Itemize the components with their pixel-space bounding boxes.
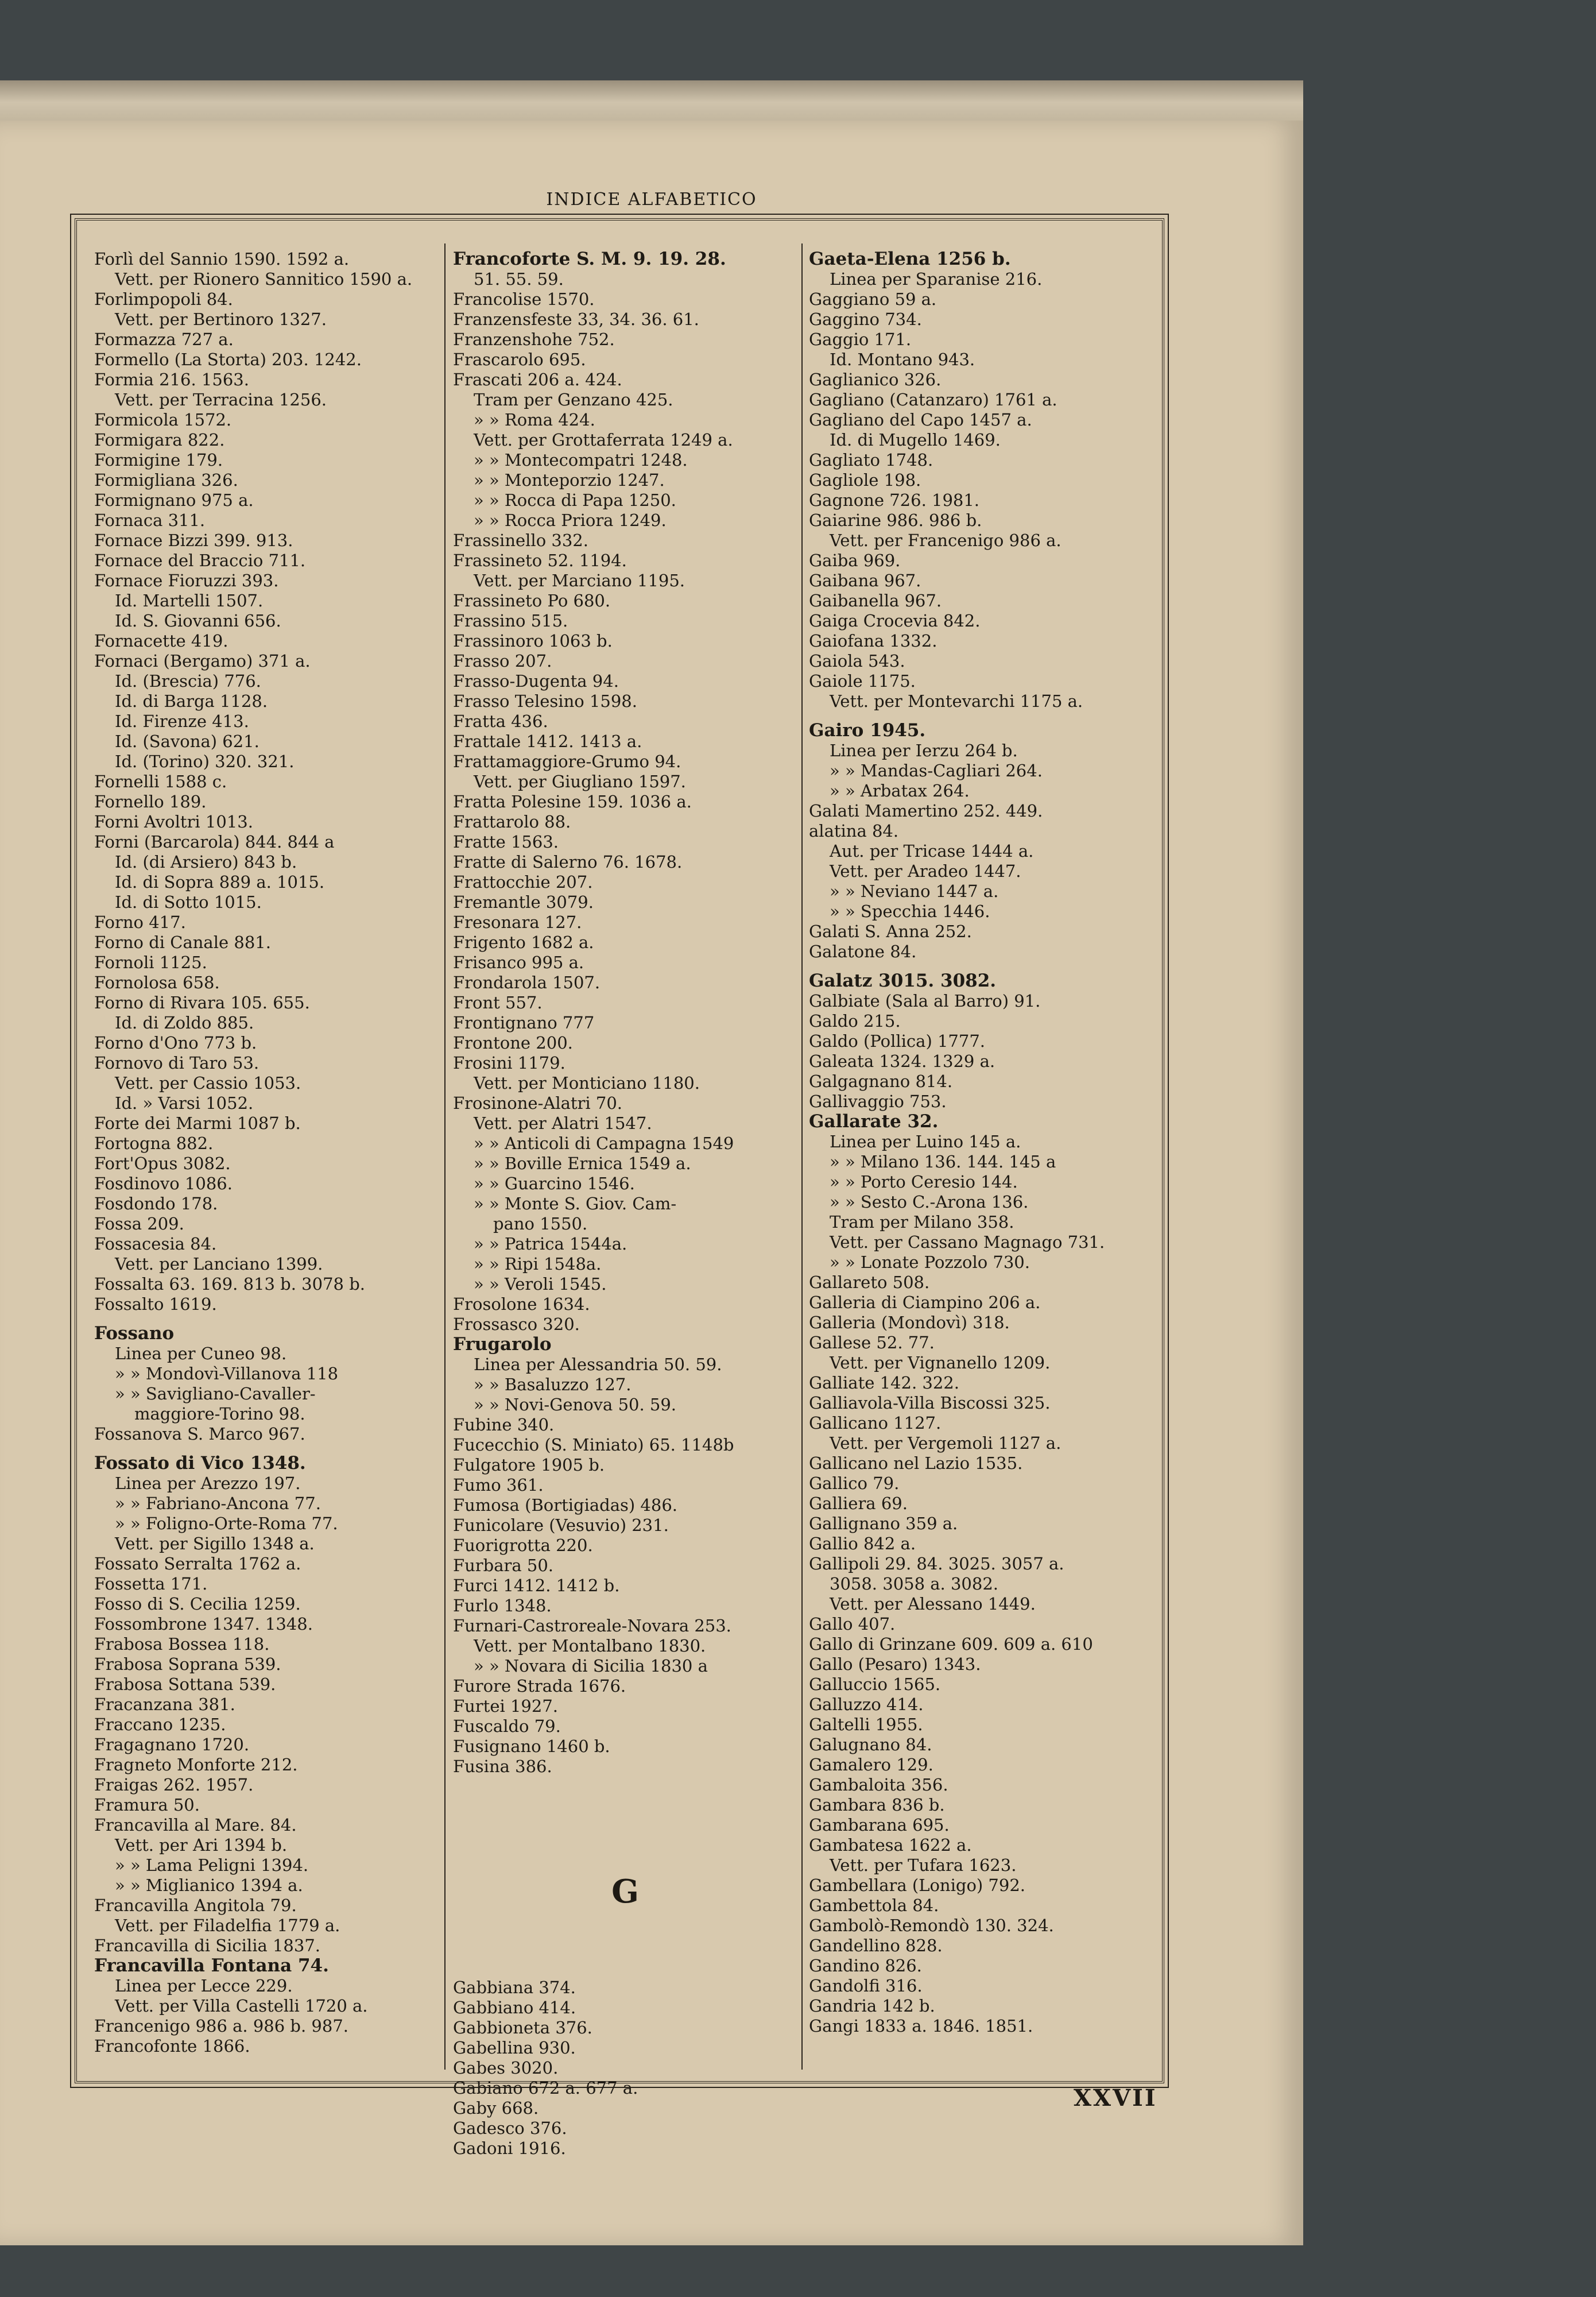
index-entry: Gallignano 359 a. xyxy=(809,1514,958,1533)
index-entry: Funicolare (Vesuvio) 231. xyxy=(453,1515,669,1535)
index-entry: » » Miglianico 1394 a. xyxy=(115,1876,303,1895)
index-entry: Fornace Bizzi 399. 913. xyxy=(94,531,293,550)
index-entry: Vett. per Cassio 1053. xyxy=(115,1073,301,1093)
index-entry: » » Monteporzio 1247. xyxy=(474,470,665,490)
index-entry: Fratte 1563. xyxy=(453,832,559,852)
index-entry: Id. » Varsi 1052. xyxy=(115,1093,254,1113)
index-entry: Gallo (Pesaro) 1343. xyxy=(809,1654,981,1674)
index-entry: Frassino 515. xyxy=(453,611,568,631)
index-entry: Id. (di Arsiero) 843 b. xyxy=(115,852,297,872)
index-entry: Galatz 3015. 3082. xyxy=(809,970,997,991)
index-entry: » » Rocca Priora 1249. xyxy=(474,511,667,530)
index-entry: Fossano xyxy=(94,1323,175,1344)
index-entry: Linea per Alessandria 50. 59. xyxy=(474,1355,722,1374)
index-entry: Gabiano 672 a. 677 a. xyxy=(453,2078,638,2098)
index-entry: Galliavola-Villa Biscossi 325. xyxy=(809,1393,1051,1413)
index-entry: Fucecchio (S. Miniato) 65. 1148b xyxy=(453,1435,734,1455)
index-entry: Gabellina 930. xyxy=(453,2038,576,2058)
index-entry: Gallivaggio 753. xyxy=(809,1092,947,1111)
index-entry: Gaibana 967. xyxy=(809,571,921,590)
index-entry: Frattarolo 88. xyxy=(453,812,571,832)
index-entry: Fornacette 419. xyxy=(94,631,228,651)
index-entry: Fossanova S. Marco 967. xyxy=(94,1424,305,1444)
index-entry: Galliate 142. 322. xyxy=(809,1373,959,1393)
column-divider xyxy=(801,243,803,2070)
index-entry: Fratta Polesine 159. 1036 a. xyxy=(453,792,692,811)
index-entry: Gandino 826. xyxy=(809,1956,922,1975)
index-entry: Tram per Milano 358. xyxy=(830,1212,1014,1232)
index-entry: Frascarolo 695. xyxy=(453,350,586,369)
index-entry: » » Ripi 1548a. xyxy=(474,1254,602,1274)
index-entry: » » Foligno-Orte-Roma 77. xyxy=(115,1514,338,1533)
index-entry: Fumosa (Bortigiadas) 486. xyxy=(453,1495,677,1515)
index-entry: Galdo 215. xyxy=(809,1011,901,1031)
index-entry: Frosolone 1634. xyxy=(453,1294,590,1314)
index-entry: Fusignano 1460 b. xyxy=(453,1737,610,1756)
index-entry: Furlo 1348. xyxy=(453,1596,552,1615)
index-entry: Galbiate (Sala al Barro) 91. xyxy=(809,991,1041,1011)
index-entry: Gallipoli 29. 84. 3025. 3057 a. xyxy=(809,1554,1064,1573)
index-entry: Aut. per Tricase 1444 a. xyxy=(830,841,1034,861)
index-entry: Tram per Genzano 425. xyxy=(474,390,673,409)
index-entry: Id. di Zoldo 885. xyxy=(115,1013,254,1033)
index-entry: Fossato di Vico 1348. xyxy=(94,1453,306,1474)
index-entry: Gambarana 695. xyxy=(809,1815,950,1835)
index-entry: Gabbioneta 376. xyxy=(453,2018,592,2037)
index-entry: Formazza 727 a. xyxy=(94,330,234,349)
index-entry: Id. (Brescia) 776. xyxy=(115,671,261,691)
index-entry: Frabosa Soprana 539. xyxy=(94,1654,281,1674)
index-entry: Fossalta 63. 169. 813 b. 3078 b. xyxy=(94,1274,365,1294)
index-entry: » » Porto Ceresio 144. xyxy=(830,1172,1018,1192)
index-entry: Gaiofana 1332. xyxy=(809,631,938,651)
index-entry: Fortogna 882. xyxy=(94,1134,214,1153)
index-entry: Gagnone 726. 1981. xyxy=(809,490,980,510)
index-entry: » » Specchia 1446. xyxy=(830,902,990,921)
index-entry: Frassinoro 1063 b. xyxy=(453,631,613,651)
index-entry: Formignano 975 a. xyxy=(94,490,254,510)
index-entry: Linea per Luino 145 a. xyxy=(830,1132,1021,1151)
index-entry: » » Lama Peligni 1394. xyxy=(115,1855,309,1875)
index-entry: Frossasco 320. xyxy=(453,1314,580,1334)
index-entry: Vett. per Vignanello 1209. xyxy=(830,1353,1051,1372)
index-entry: Id. Martelli 1507. xyxy=(115,591,264,610)
index-entry: Id. S. Giovanni 656. xyxy=(115,611,281,631)
index-entry: Vett. per Vergemoli 1127 a. xyxy=(830,1433,1062,1453)
index-entry: Gagliole 198. xyxy=(809,470,921,490)
index-entry: » » Neviano 1447 a. xyxy=(830,881,999,901)
index-entry: Vett. per Montevarchi 1175 a. xyxy=(830,691,1083,711)
index-entry: Gabes 3020. xyxy=(453,2058,559,2078)
index-entry: Linea per Ierzu 264 b. xyxy=(830,741,1018,760)
index-entry: pano 1550. xyxy=(493,1214,588,1233)
index-entry: » » Basaluzzo 127. xyxy=(474,1375,632,1394)
index-entry: Fubine 340. xyxy=(453,1415,555,1434)
index-entry: Gadoni 1916. xyxy=(453,2139,566,2158)
index-entry: Frisanco 995 a. xyxy=(453,953,584,972)
index-entry: » » Arbatax 264. xyxy=(830,781,970,801)
index-entry: Gaglianico 326. xyxy=(809,370,942,389)
index-entry: Fornovo di Taro 53. xyxy=(94,1053,259,1073)
index-entry: » » Sesto C.-Arona 136. xyxy=(830,1192,1029,1212)
index-entry: Fornoli 1125. xyxy=(94,953,207,972)
index-entry: Francavilla Angitola 79. xyxy=(94,1896,297,1915)
index-entry: Formello (La Storta) 203. 1242. xyxy=(94,350,362,369)
index-entry: Vett. per Bertinoro 1327. xyxy=(115,310,327,329)
index-entry: Fusina 386. xyxy=(453,1757,552,1776)
index-entry: Franzensfeste 33, 34. 36. 61. xyxy=(453,310,699,329)
index-entry: Vett. per Alessano 1449. xyxy=(830,1594,1036,1614)
column-divider xyxy=(444,243,446,2070)
index-entry: Id. (Savona) 621. xyxy=(115,732,259,751)
index-entry: Vett. per Montalbano 1830. xyxy=(474,1636,706,1656)
index-entry: Frontone 200. xyxy=(453,1033,573,1053)
index-entry: Vett. per Lanciano 1399. xyxy=(115,1254,323,1274)
index-entry: Gabbiana 374. xyxy=(453,1978,576,1997)
index-entry: Formicola 1572. xyxy=(94,410,232,430)
index-entry: Frassinello 332. xyxy=(453,531,588,550)
index-entry: » » Savigliano-Cavaller- xyxy=(115,1384,316,1403)
index-entry: Frugarolo xyxy=(453,1334,552,1355)
index-entry: Galliera 69. xyxy=(809,1494,908,1513)
index-entry: Linea per Arezzo 197. xyxy=(115,1474,301,1493)
index-entry: Gambellara (Lonigo) 792. xyxy=(809,1876,1025,1895)
index-entry: Fuorigrotta 220. xyxy=(453,1536,593,1555)
index-entry: Linea per Cuneo 98. xyxy=(115,1344,287,1363)
index-entry: Fraigas 262. 1957. xyxy=(94,1775,254,1795)
page xyxy=(0,121,1303,2245)
index-entry: » » Mandas-Cagliari 264. xyxy=(830,761,1043,780)
index-entry: Forni Avoltri 1013. xyxy=(94,812,253,832)
index-entry: Fosso di S. Cecilia 1259. xyxy=(94,1594,301,1614)
index-entry: Gagliano (Catanzaro) 1761 a. xyxy=(809,390,1057,409)
index-column-3 xyxy=(809,249,1153,2070)
index-entry: Forno 417. xyxy=(94,912,186,932)
index-entry: Id. Montano 943. xyxy=(830,350,975,369)
index-entry: Formigliana 326. xyxy=(94,470,238,490)
index-entry: Galgagnano 814. xyxy=(809,1072,953,1091)
index-entry: Fornaca 311. xyxy=(94,511,206,530)
index-entry: Forte dei Marmi 1087 b. xyxy=(94,1113,301,1133)
index-entry: Frattamaggiore-Grumo 94. xyxy=(453,752,681,771)
index-entry: Vett. per Francenigo 986 a. xyxy=(830,531,1062,550)
index-entry: Frigento 1682 a. xyxy=(453,933,594,952)
index-entry: Gambaloita 356. xyxy=(809,1775,948,1795)
index-entry: » » Veroli 1545. xyxy=(474,1274,607,1294)
index-entry: Id. di Mugello 1469. xyxy=(830,430,1001,450)
index-entry: Front 557. xyxy=(453,993,543,1012)
index-entry: » » Anticoli di Campagna 1549 xyxy=(474,1134,734,1153)
index-entry: Forlì del Sannio 1590. 1592 a. xyxy=(94,249,350,269)
index-column-1 xyxy=(94,249,439,2070)
index-entry: Gambara 836 b. xyxy=(809,1795,945,1815)
index-entry: Furtei 1927. xyxy=(453,1696,558,1716)
index-entry: Fraccano 1235. xyxy=(94,1715,226,1734)
index-entry: Formigine 179. xyxy=(94,450,223,470)
index-entry: Furci 1412. 1412 b. xyxy=(453,1576,620,1595)
index-entry: Gagliato 1748. xyxy=(809,450,933,470)
index-entry: Francofonte 1866. xyxy=(94,2036,250,2056)
index-entry: Gaggio 171. xyxy=(809,330,912,349)
index-entry: Gallarate 32. xyxy=(809,1111,939,1132)
section-letter: G xyxy=(611,1873,639,1911)
index-entry: Gallo 407. xyxy=(809,1614,896,1634)
index-entry: 3058. 3058 a. 3082. xyxy=(830,1574,999,1594)
index-entry: Frattocchie 207. xyxy=(453,872,593,892)
index-entry: Vett. per Giugliano 1597. xyxy=(474,772,686,791)
index-entry: Vett. per Aradeo 1447. xyxy=(830,861,1021,881)
index-entry: Gallareto 508. xyxy=(809,1273,930,1292)
index-entry: » » Mondovì-Villanova 118 xyxy=(115,1364,339,1383)
index-entry: alatina 84. xyxy=(809,821,899,841)
index-entry: Fossa 209. xyxy=(94,1214,184,1233)
index-entry: Francolise 1570. xyxy=(453,289,595,309)
index-entry: » » Monte S. Giov. Cam- xyxy=(474,1194,677,1213)
page-header: INDICE ALFABETICO xyxy=(546,190,757,210)
index-entry: » » Rocca di Papa 1250. xyxy=(474,490,676,510)
index-entry: Gallo di Grinzane 609. 609 a. 610 xyxy=(809,1634,1093,1654)
index-entry: Fossacesia 84. xyxy=(94,1234,217,1254)
index-entry: Id. di Barga 1128. xyxy=(115,691,268,711)
index-entry: Gallio 842 a. xyxy=(809,1534,916,1553)
index-entry: Fratte di Salerno 76. 1678. xyxy=(453,852,683,872)
index-entry: Fossalto 1619. xyxy=(94,1294,217,1314)
index-entry: Gadesco 376. xyxy=(453,2118,567,2138)
index-entry: Fornello 189. xyxy=(94,792,207,811)
index-entry: Vett. per Rionero Sannitico 1590 a. xyxy=(115,269,413,289)
index-entry: Gaiarine 986. 986 b. xyxy=(809,511,982,530)
index-entry: » » Fabriano-Ancona 77. xyxy=(115,1494,321,1513)
index-entry: Fragneto Monforte 212. xyxy=(94,1755,298,1774)
index-entry: Galluccio 1565. xyxy=(809,1675,941,1694)
index-entry: Gaiga Crocevia 842. xyxy=(809,611,981,631)
index-entry: Vett. per Villa Castelli 1720 a. xyxy=(115,1996,368,2016)
index-entry: Gaiba 969. xyxy=(809,551,901,570)
index-entry: Formigara 822. xyxy=(94,430,225,450)
index-entry: Fossato Serralta 1762 a. xyxy=(94,1554,301,1573)
index-entry: Frasso Telesino 1598. xyxy=(453,691,637,711)
index-entry: Fumo 361. xyxy=(453,1475,544,1495)
index-entry: Vett. per Alatri 1547. xyxy=(474,1113,652,1133)
index-entry: Furbara 50. xyxy=(453,1556,554,1575)
index-entry: Furnari-Castroreale-Novara 253. xyxy=(453,1616,731,1635)
index-entry: Galati S. Anna 252. xyxy=(809,922,972,941)
index-entry: » » Guarcino 1546. xyxy=(474,1174,635,1193)
index-entry: Gandellino 828. xyxy=(809,1936,943,1955)
index-entry: » » Novi-Genova 50. 59. xyxy=(474,1395,677,1414)
index-entry: Id. di Sotto 1015. xyxy=(115,892,262,912)
index-entry: Linea per Lecce 229. xyxy=(115,1976,293,1996)
index-entry: Francenigo 986 a. 986 b. 987. xyxy=(94,2016,348,2036)
index-entry: Vett. per Grottaferrata 1249 a. xyxy=(474,430,733,450)
index-entry: Gallicano nel Lazio 1535. xyxy=(809,1453,1023,1473)
index-entry: Gaggiano 59 a. xyxy=(809,289,937,309)
index-entry: Gaibanella 967. xyxy=(809,591,942,610)
index-entry: Fossetta 171. xyxy=(94,1574,208,1594)
index-entry: Frabosa Sottana 539. xyxy=(94,1675,276,1694)
index-entry: Francavilla Fontana 74. xyxy=(94,1955,329,1976)
index-entry: Id. Firenze 413. xyxy=(115,711,249,731)
index-entry: Gairo 1945. xyxy=(809,720,926,741)
index-entry: Frosinone-Alatri 70. xyxy=(453,1093,623,1113)
index-entry: Galluzzo 414. xyxy=(809,1695,924,1714)
index-entry: Id. di Sopra 889 a. 1015. xyxy=(115,872,325,892)
index-entry: Vett. per Monticiano 1180. xyxy=(474,1073,700,1093)
index-entry: Galeata 1324. 1329 a. xyxy=(809,1051,995,1071)
index-entry: Fornace Fioruzzi 393. xyxy=(94,571,279,590)
index-entry: Forlimpopoli 84. xyxy=(94,289,233,309)
index-entry: Gamalero 129. xyxy=(809,1755,933,1774)
index-entry: » » Roma 424. xyxy=(474,410,595,430)
index-entry: Vett. per Filadelfia 1779 a. xyxy=(115,1916,340,1935)
index-entry: Galtelli 1955. xyxy=(809,1715,923,1734)
index-entry: Fornolosa 658. xyxy=(94,973,220,992)
index-entry: Forno d'Ono 773 b. xyxy=(94,1033,257,1053)
index-entry: Vett. per Cassano Magnago 731. xyxy=(830,1232,1105,1252)
index-entry: Gambolò-Remondò 130. 324. xyxy=(809,1916,1054,1935)
index-entry: Gaiole 1175. xyxy=(809,671,916,691)
index-entry: Frassineto 52. 1194. xyxy=(453,551,627,570)
index-entry: Fort'Opus 3082. xyxy=(94,1154,231,1173)
index-entry: Vett. per Marciano 1195. xyxy=(474,571,685,590)
index-entry: Fosdondo 178. xyxy=(94,1194,218,1213)
index-entry: Fosdinovo 1086. xyxy=(94,1174,233,1193)
index-entry: Fornaci (Bergamo) 371 a. xyxy=(94,651,311,671)
index-entry: Gaiola 543. xyxy=(809,651,905,671)
index-entry: Fornace del Braccio 711. xyxy=(94,551,306,570)
index-entry: » » Patrica 1544a. xyxy=(474,1234,627,1254)
index-entry: Gallico 79. xyxy=(809,1474,900,1493)
index-entry: Furore Strada 1676. xyxy=(453,1676,626,1696)
index-entry: Franzenshohe 752. xyxy=(453,330,615,349)
index-entry: Frosini 1179. xyxy=(453,1053,565,1073)
index-entry: Frattale 1412. 1413 a. xyxy=(453,732,642,751)
index-entry: Fracanzana 381. xyxy=(94,1695,235,1714)
index-entry: Fresonara 127. xyxy=(453,912,582,932)
index-entry: Fratta 436. xyxy=(453,711,548,731)
index-entry: Francavilla di Sicilia 1837. xyxy=(94,1936,320,1955)
index-entry: Gaeta-Elena 1256 b. xyxy=(809,249,1011,269)
index-entry: Framura 50. xyxy=(94,1795,200,1815)
index-entry: Forni (Barcarola) 844. 844 a xyxy=(94,832,335,852)
index-entry: Frassineto Po 680. xyxy=(453,591,611,610)
index-entry: Gallese 52. 77. xyxy=(809,1333,935,1352)
index-entry: Francoforte S. M. 9. 19. 28. xyxy=(453,249,726,269)
index-entry: Francavilla al Mare. 84. xyxy=(94,1815,297,1835)
index-entry: Fragagnano 1720. xyxy=(94,1735,250,1754)
index-entry: Galleria (Mondovì) 318. xyxy=(809,1313,1010,1332)
index-entry: Frascati 206 a. 424. xyxy=(453,370,622,389)
index-entry: Gabbiano 414. xyxy=(453,1998,576,2017)
index-entry: Frondarola 1507. xyxy=(453,973,601,992)
index-entry: Galdo (Pollica) 1777. xyxy=(809,1031,985,1051)
index-entry: Galatone 84. xyxy=(809,942,917,961)
index-entry: Gagliano del Capo 1457 a. xyxy=(809,410,1032,430)
index-entry: Gandria 142 b. xyxy=(809,1996,935,2016)
index-entry: Fornelli 1588 c. xyxy=(94,772,227,791)
index-entry: Vett. per Terracina 1256. xyxy=(115,390,327,409)
index-entry: Fuscaldo 79. xyxy=(453,1716,561,1736)
index-entry: » » Boville Ernica 1549 a. xyxy=(474,1154,691,1173)
index-entry: Gambettola 84. xyxy=(809,1896,939,1915)
index-entry: » » Lonate Pozzolo 730. xyxy=(830,1252,1030,1272)
index-entry: Fremantle 3079. xyxy=(453,892,594,912)
index-entry: Frontignano 777 xyxy=(453,1013,595,1033)
index-entry: Fulgatore 1905 b. xyxy=(453,1455,605,1475)
index-entry: Gambatesa 1622 a. xyxy=(809,1835,972,1855)
index-entry: Gangi 1833 a. 1846. 1851. xyxy=(809,2016,1033,2036)
index-entry: » » Milano 136. 144. 145 a xyxy=(830,1152,1056,1171)
index-entry: 51. 55. 59. xyxy=(474,269,564,289)
index-column-2 xyxy=(453,249,797,2158)
index-entry: Vett. per Ari 1394 b. xyxy=(115,1835,288,1855)
index-entry: Formia 216. 1563. xyxy=(94,370,249,389)
index-entry: Gallicano 1127. xyxy=(809,1413,942,1433)
index-entry: Vett. per Tufara 1623. xyxy=(830,1855,1017,1875)
index-entry: Gaby 668. xyxy=(453,2098,539,2118)
index-entry: Linea per Sparanise 216. xyxy=(830,269,1043,289)
index-entry: Vett. per Sigillo 1348 a. xyxy=(115,1534,315,1553)
index-entry: Galugnano 84. xyxy=(809,1735,932,1754)
index-entry: » » Montecompatri 1248. xyxy=(474,450,688,470)
index-entry: Gandolfi 316. xyxy=(809,1976,923,1996)
index-entry: Galati Mamertino 252. 449. xyxy=(809,801,1043,821)
page-number: XXVII xyxy=(1074,2085,1157,2112)
index-entry: Forno di Rivara 105. 655. xyxy=(94,993,310,1012)
index-entry: Galleria di Ciampino 206 a. xyxy=(809,1293,1041,1312)
index-entry: Frabosa Bossea 118. xyxy=(94,1634,270,1654)
index-entry: Frasso-Dugenta 94. xyxy=(453,671,619,691)
index-entry: Gaggino 734. xyxy=(809,310,922,329)
index-entry: Id. (Torino) 320. 321. xyxy=(115,752,295,771)
index-entry: Fossombrone 1347. 1348. xyxy=(94,1614,313,1634)
index-entry: Forno di Canale 881. xyxy=(94,933,271,952)
index-entry: » » Novara di Sicilia 1830 a xyxy=(474,1656,708,1676)
index-entry: maggiore-Torino 98. xyxy=(134,1404,305,1424)
index-entry: Frasso 207. xyxy=(453,651,552,671)
